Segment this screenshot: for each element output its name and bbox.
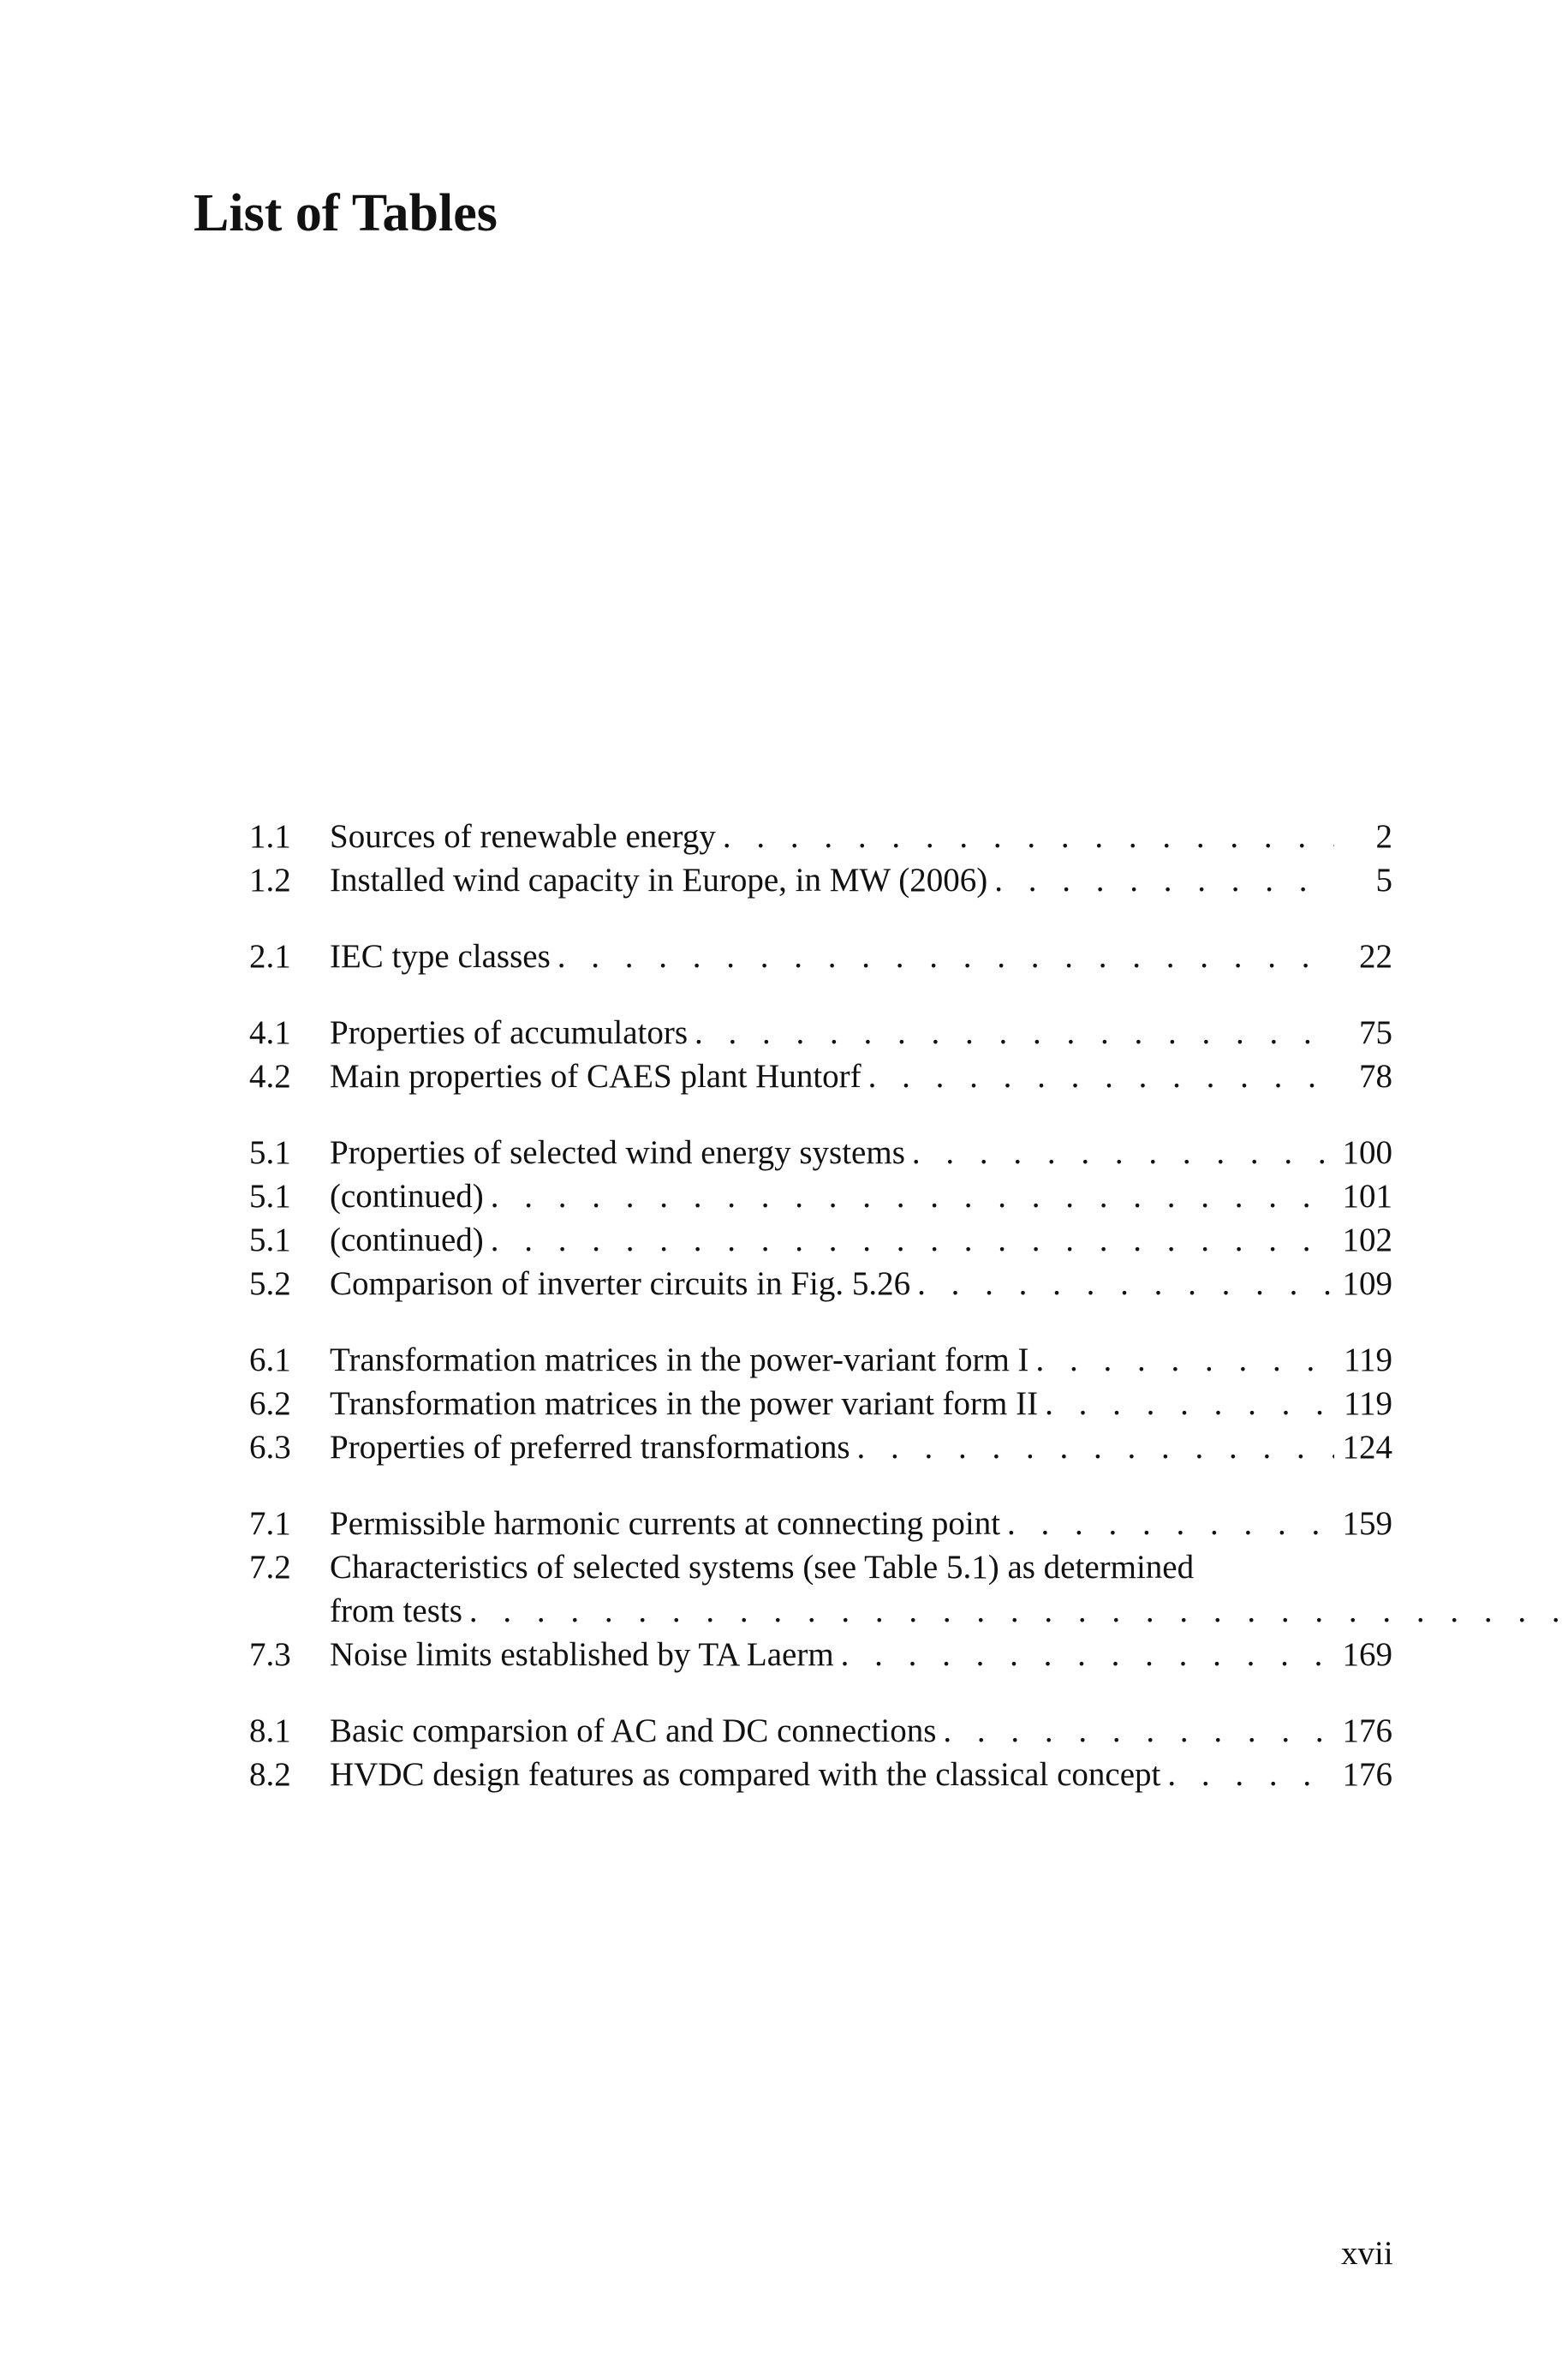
- dot-leader: [1045, 1382, 1334, 1425]
- dot-leader: [868, 1055, 1334, 1098]
- page-reference: 176: [1342, 1756, 1392, 1793]
- toc-entry[interactable]: [249, 815, 1392, 858]
- table-title: Comparison of inverter circuits in Fig. 5.26: [330, 1265, 911, 1302]
- table-number: 5.2: [249, 1265, 291, 1302]
- page-reference: 102: [1342, 1222, 1392, 1258]
- page-reference: 109: [1342, 1265, 1392, 1302]
- toc-entry[interactable]: [249, 1545, 1392, 1633]
- dot-leader: [857, 1425, 1334, 1469]
- page-reference: 119: [1343, 1385, 1392, 1422]
- toc-group: [249, 935, 1392, 978]
- page-reference: 5: [1375, 862, 1392, 899]
- table-title: Installed wind capacity in Europe, in MW (2006): [330, 862, 988, 899]
- page-reference: 2: [1375, 818, 1392, 855]
- toc-group: [249, 1338, 1392, 1469]
- table-number: 8.1: [249, 1712, 291, 1749]
- table-title: Transformation matrices in the power variant form II: [330, 1385, 1039, 1422]
- toc-entry[interactable]: [249, 1382, 1392, 1425]
- table-number: 5.1: [249, 1134, 291, 1171]
- table-title: Basic comparsion of AC and DC connections: [330, 1712, 937, 1749]
- table-number: 7.2: [249, 1549, 291, 1586]
- table-number: 4.1: [249, 1014, 291, 1051]
- toc-entry[interactable]: [249, 1338, 1392, 1382]
- table-title: Permissible harmonic currents at connecting point: [330, 1505, 1001, 1542]
- dot-leader: [557, 935, 1334, 978]
- table-number: 5.1: [249, 1178, 291, 1215]
- toc-group: [249, 1502, 1392, 1676]
- table-number: 6.1: [249, 1341, 291, 1378]
- page-reference: 78: [1359, 1058, 1392, 1095]
- table-number: 1.2: [249, 862, 291, 899]
- page-reference: 100: [1342, 1134, 1392, 1171]
- toc-entry[interactable]: [249, 1218, 1392, 1262]
- table-title: Properties of selected wind energy systems: [330, 1134, 905, 1171]
- list-of-tables: [249, 815, 1392, 1829]
- table-title: Sources of renewable energy: [330, 818, 716, 855]
- toc-entry[interactable]: [249, 1174, 1392, 1218]
- table-number: 6.2: [249, 1385, 291, 1422]
- table-number: 5.1: [249, 1222, 291, 1258]
- toc-group: [249, 1131, 1392, 1306]
- dot-leader: [469, 1589, 1568, 1633]
- toc-entry[interactable]: [249, 1425, 1392, 1469]
- table-title: IEC type classes: [330, 938, 551, 975]
- toc-entry[interactable]: [249, 1131, 1392, 1174]
- toc-entry[interactable]: [249, 1011, 1392, 1055]
- toc-group: [249, 1011, 1392, 1098]
- table-title: HVDC design features as compared with the classical concept: [330, 1756, 1161, 1793]
- toc-group: [249, 815, 1392, 902]
- table-number: 6.3: [249, 1429, 291, 1466]
- dot-leader: [491, 1218, 1334, 1262]
- toc-group: [249, 1709, 1392, 1796]
- dot-leader: [917, 1262, 1334, 1306]
- table-title: Characteristics of selected systems (see Table 5.1) as determined: [330, 1549, 1195, 1586]
- table-title: Properties of preferred transformations: [330, 1429, 850, 1466]
- table-number: 1.1: [249, 818, 291, 855]
- table-number: 2.1: [249, 938, 291, 975]
- toc-entry[interactable]: [249, 1753, 1392, 1796]
- table-number: 7.1: [249, 1505, 291, 1542]
- dot-leader: [943, 1709, 1334, 1753]
- table-title: (continued): [330, 1222, 484, 1258]
- dot-leader: [1036, 1338, 1334, 1382]
- page-reference: 75: [1359, 1014, 1392, 1051]
- toc-entry[interactable]: [249, 1502, 1392, 1545]
- page-reference: 22: [1359, 938, 1392, 975]
- dot-leader: [723, 815, 1334, 858]
- table-title-continued: from tests: [330, 1592, 462, 1629]
- toc-entry[interactable]: [249, 858, 1392, 902]
- toc-entry[interactable]: [249, 1055, 1392, 1098]
- table-title: Transformation matrices in the power-variant form I: [330, 1341, 1029, 1378]
- toc-entry[interactable]: [249, 1633, 1392, 1676]
- table-number: 4.2: [249, 1058, 291, 1095]
- page-reference: 101: [1342, 1178, 1392, 1215]
- dot-leader: [994, 858, 1334, 902]
- page-reference: 159: [1342, 1505, 1392, 1542]
- page-reference: 124: [1342, 1429, 1392, 1466]
- table-title: Noise limits established by TA Laerm: [330, 1636, 834, 1673]
- table-title: Properties of accumulators: [330, 1014, 689, 1051]
- table-title: Main properties of CAES plant Huntorf: [330, 1058, 862, 1095]
- dot-leader: [491, 1174, 1334, 1218]
- dot-leader: [841, 1633, 1334, 1676]
- dot-leader: [1007, 1502, 1334, 1545]
- page-title: List of Tables: [194, 184, 498, 242]
- toc-entry[interactable]: [249, 1262, 1392, 1306]
- table-title: (continued): [330, 1178, 484, 1215]
- dot-leader: [912, 1131, 1334, 1174]
- dot-leader: [695, 1011, 1334, 1055]
- toc-entry[interactable]: [249, 1709, 1392, 1753]
- dot-leader: [1167, 1753, 1334, 1796]
- page-number: xvii: [1341, 2235, 1393, 2272]
- table-number: 7.3: [249, 1636, 291, 1673]
- toc-entry[interactable]: [249, 935, 1392, 978]
- page-reference: 119: [1343, 1341, 1392, 1378]
- page-reference: 176: [1342, 1712, 1392, 1749]
- page-reference: 169: [1342, 1636, 1392, 1673]
- table-number: 8.2: [249, 1756, 291, 1793]
